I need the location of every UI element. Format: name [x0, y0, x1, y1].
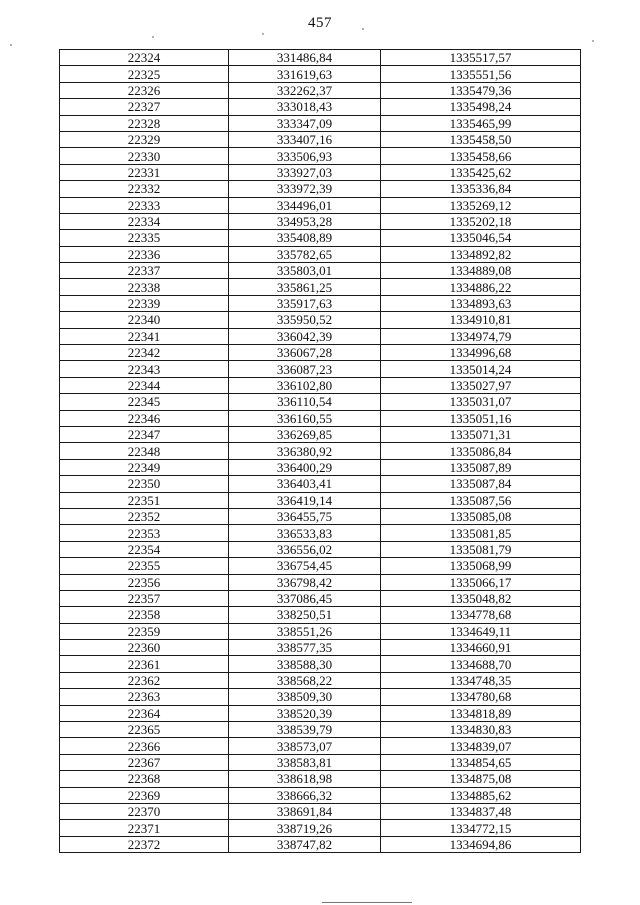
x-coordinate-cell: 336798,42	[229, 574, 381, 590]
x-coordinate-cell: 336087,23	[229, 361, 381, 377]
y-coordinate-cell: 1335517,57	[381, 50, 581, 66]
x-coordinate-cell: 338666,32	[229, 787, 381, 803]
page-number: 457	[308, 15, 332, 31]
x-coordinate-cell: 336754,45	[229, 558, 381, 574]
table-row	[60, 525, 581, 541]
table-row	[60, 279, 581, 295]
point-number-cell: 22341	[60, 328, 229, 344]
y-coordinate-cell: 1335051,16	[381, 410, 581, 426]
y-coordinate-cell: 1335027,97	[381, 377, 581, 393]
y-coordinate-cell: 1334875,08	[381, 771, 581, 787]
table-row	[60, 115, 581, 131]
table-row	[60, 410, 581, 426]
y-coordinate-cell: 1335458,66	[381, 148, 581, 164]
x-coordinate-cell: 336380,92	[229, 443, 381, 459]
point-number-cell: 22363	[60, 689, 229, 705]
coordinates-table-body	[60, 50, 581, 853]
y-coordinate-cell: 1334892,82	[381, 246, 581, 262]
x-coordinate-cell: 331619,63	[229, 66, 381, 82]
y-coordinate-cell: 1334996,68	[381, 345, 581, 361]
y-coordinate-cell: 1335081,85	[381, 525, 581, 541]
point-number-cell: 22353	[60, 525, 229, 541]
table-row	[60, 82, 581, 98]
point-number-cell: 22352	[60, 508, 229, 524]
table-row	[60, 787, 581, 803]
table-row	[60, 508, 581, 524]
table-row	[60, 312, 581, 328]
point-number-cell: 22335	[60, 230, 229, 246]
y-coordinate-cell: 1335336,84	[381, 181, 581, 197]
x-coordinate-cell: 338577,35	[229, 640, 381, 656]
y-coordinate-cell: 1334780,68	[381, 689, 581, 705]
table-row	[60, 66, 581, 82]
point-number-cell: 22356	[60, 574, 229, 590]
point-number-cell: 22359	[60, 623, 229, 639]
x-coordinate-cell: 333972,39	[229, 181, 381, 197]
x-coordinate-cell: 335408,89	[229, 230, 381, 246]
x-coordinate-cell: 336067,28	[229, 345, 381, 361]
point-number-cell: 22334	[60, 213, 229, 229]
y-coordinate-cell: 1334854,65	[381, 754, 581, 770]
table-row	[60, 459, 581, 475]
point-number-cell: 22345	[60, 394, 229, 410]
x-coordinate-cell: 338250,51	[229, 607, 381, 623]
y-coordinate-cell: 1334649,11	[381, 623, 581, 639]
x-coordinate-cell: 333347,09	[229, 115, 381, 131]
y-coordinate-cell: 1335202,18	[381, 213, 581, 229]
point-number-cell: 22328	[60, 115, 229, 131]
y-coordinate-cell: 1335086,84	[381, 443, 581, 459]
point-number-cell: 22343	[60, 361, 229, 377]
table-row	[60, 590, 581, 606]
y-coordinate-cell: 1335479,36	[381, 82, 581, 98]
table-row	[60, 197, 581, 213]
point-number-cell: 22344	[60, 377, 229, 393]
x-coordinate-cell: 335917,63	[229, 295, 381, 311]
x-coordinate-cell: 338539,79	[229, 722, 381, 738]
x-coordinate-cell: 336556,02	[229, 541, 381, 557]
point-number-cell: 22368	[60, 771, 229, 787]
point-number-cell: 22342	[60, 345, 229, 361]
coordinates-table	[59, 49, 581, 853]
y-coordinate-cell: 1335498,24	[381, 99, 581, 115]
bottom-scan-line	[322, 902, 412, 903]
point-number-cell: 22358	[60, 607, 229, 623]
point-number-cell: 22348	[60, 443, 229, 459]
y-coordinate-cell: 1335087,84	[381, 476, 581, 492]
table-row	[60, 50, 581, 66]
table-row	[60, 705, 581, 721]
point-number-cell: 22337	[60, 263, 229, 279]
scan-speck	[152, 36, 154, 38]
point-number-cell: 22362	[60, 672, 229, 688]
table-row	[60, 820, 581, 836]
y-coordinate-cell: 1334830,83	[381, 722, 581, 738]
y-coordinate-cell: 1335085,08	[381, 508, 581, 524]
y-coordinate-cell: 1334974,79	[381, 328, 581, 344]
x-coordinate-cell: 336269,85	[229, 426, 381, 442]
point-number-cell: 22346	[60, 410, 229, 426]
x-coordinate-cell: 336403,41	[229, 476, 381, 492]
table-row	[60, 443, 581, 459]
x-coordinate-cell: 334496,01	[229, 197, 381, 213]
point-number-cell: 22338	[60, 279, 229, 295]
x-coordinate-cell: 336110,54	[229, 394, 381, 410]
point-number-cell: 22325	[60, 66, 229, 82]
point-number-cell: 22331	[60, 164, 229, 180]
table-row	[60, 181, 581, 197]
y-coordinate-cell: 1335458,50	[381, 131, 581, 147]
x-coordinate-cell: 333018,43	[229, 99, 381, 115]
x-coordinate-cell: 335861,25	[229, 279, 381, 295]
point-number-cell: 22365	[60, 722, 229, 738]
point-number-cell: 22360	[60, 640, 229, 656]
point-number-cell: 22333	[60, 197, 229, 213]
x-coordinate-cell: 333407,16	[229, 131, 381, 147]
x-coordinate-cell: 338520,39	[229, 705, 381, 721]
x-coordinate-cell: 334953,28	[229, 213, 381, 229]
y-coordinate-cell: 1335068,99	[381, 558, 581, 574]
table-row	[60, 377, 581, 393]
x-coordinate-cell: 338568,22	[229, 672, 381, 688]
y-coordinate-cell: 1334772,15	[381, 820, 581, 836]
point-number-cell: 22340	[60, 312, 229, 328]
y-coordinate-cell: 1335071,31	[381, 426, 581, 442]
x-coordinate-cell: 338719,26	[229, 820, 381, 836]
point-number-cell: 22371	[60, 820, 229, 836]
point-number-cell: 22366	[60, 738, 229, 754]
table-row	[60, 722, 581, 738]
table-row	[60, 754, 581, 770]
y-coordinate-cell: 1334886,22	[381, 279, 581, 295]
table-row	[60, 213, 581, 229]
table-row	[60, 148, 581, 164]
x-coordinate-cell: 335782,65	[229, 246, 381, 262]
x-coordinate-cell: 336042,39	[229, 328, 381, 344]
x-coordinate-cell: 337086,45	[229, 590, 381, 606]
y-coordinate-cell: 1335046,54	[381, 230, 581, 246]
x-coordinate-cell: 335803,01	[229, 263, 381, 279]
scan-speck	[362, 28, 364, 30]
table-row	[60, 131, 581, 147]
y-coordinate-cell: 1335014,24	[381, 361, 581, 377]
table-row	[60, 558, 581, 574]
x-coordinate-cell: 338618,98	[229, 771, 381, 787]
x-coordinate-cell: 338691,84	[229, 803, 381, 819]
y-coordinate-cell: 1334694,86	[381, 836, 581, 852]
table-row	[60, 640, 581, 656]
point-number-cell: 22361	[60, 656, 229, 672]
x-coordinate-cell: 338583,81	[229, 754, 381, 770]
table-row	[60, 246, 581, 262]
point-number-cell: 22327	[60, 99, 229, 115]
x-coordinate-cell: 336400,29	[229, 459, 381, 475]
table-row	[60, 574, 581, 590]
scan-speck	[592, 40, 594, 42]
y-coordinate-cell: 1335087,56	[381, 492, 581, 508]
y-coordinate-cell: 1334778,68	[381, 607, 581, 623]
point-number-cell: 22351	[60, 492, 229, 508]
x-coordinate-cell: 336533,83	[229, 525, 381, 541]
x-coordinate-cell: 332262,37	[229, 82, 381, 98]
table-row	[60, 164, 581, 180]
scan-speck	[10, 44, 12, 46]
y-coordinate-cell: 1334837,48	[381, 803, 581, 819]
point-number-cell: 22349	[60, 459, 229, 475]
point-number-cell: 22350	[60, 476, 229, 492]
point-number-cell: 22339	[60, 295, 229, 311]
x-coordinate-cell: 338588,30	[229, 656, 381, 672]
x-coordinate-cell: 336419,14	[229, 492, 381, 508]
y-coordinate-cell: 1334818,89	[381, 705, 581, 721]
table-row	[60, 656, 581, 672]
table-row	[60, 476, 581, 492]
y-coordinate-cell: 1334885,62	[381, 787, 581, 803]
y-coordinate-cell: 1334660,91	[381, 640, 581, 656]
table-row	[60, 672, 581, 688]
table-row	[60, 689, 581, 705]
x-coordinate-cell: 338573,07	[229, 738, 381, 754]
x-coordinate-cell: 336160,55	[229, 410, 381, 426]
point-number-cell: 22370	[60, 803, 229, 819]
y-coordinate-cell: 1334839,07	[381, 738, 581, 754]
x-coordinate-cell: 338747,82	[229, 836, 381, 852]
point-number-cell: 22347	[60, 426, 229, 442]
point-number-cell: 22336	[60, 246, 229, 262]
table-row	[60, 771, 581, 787]
point-number-cell: 22330	[60, 148, 229, 164]
x-coordinate-cell: 336455,75	[229, 508, 381, 524]
y-coordinate-cell: 1334910,81	[381, 312, 581, 328]
y-coordinate-cell: 1335425,62	[381, 164, 581, 180]
point-number-cell: 22332	[60, 181, 229, 197]
y-coordinate-cell: 1335087,89	[381, 459, 581, 475]
y-coordinate-cell: 1334688,70	[381, 656, 581, 672]
point-number-cell: 22329	[60, 131, 229, 147]
y-coordinate-cell: 1334889,08	[381, 263, 581, 279]
point-number-cell: 22324	[60, 50, 229, 66]
scan-speck	[262, 33, 264, 35]
point-number-cell: 22367	[60, 754, 229, 770]
x-coordinate-cell: 333506,93	[229, 148, 381, 164]
point-number-cell: 22369	[60, 787, 229, 803]
table-row	[60, 394, 581, 410]
x-coordinate-cell: 336102,80	[229, 377, 381, 393]
y-coordinate-cell: 1335551,56	[381, 66, 581, 82]
table-row	[60, 492, 581, 508]
y-coordinate-cell: 1334748,35	[381, 672, 581, 688]
table-row	[60, 361, 581, 377]
x-coordinate-cell: 338509,30	[229, 689, 381, 705]
y-coordinate-cell: 1335081,79	[381, 541, 581, 557]
x-coordinate-cell: 335950,52	[229, 312, 381, 328]
point-number-cell: 22354	[60, 541, 229, 557]
table-row	[60, 345, 581, 361]
table-row	[60, 263, 581, 279]
table-row	[60, 230, 581, 246]
table-row	[60, 607, 581, 623]
y-coordinate-cell: 1335465,99	[381, 115, 581, 131]
point-number-cell: 22355	[60, 558, 229, 574]
table-row	[60, 836, 581, 852]
table-row	[60, 99, 581, 115]
y-coordinate-cell: 1335066,17	[381, 574, 581, 590]
point-number-cell: 22326	[60, 82, 229, 98]
point-number-cell: 22372	[60, 836, 229, 852]
table-row	[60, 328, 581, 344]
point-number-cell: 22364	[60, 705, 229, 721]
x-coordinate-cell: 333927,03	[229, 164, 381, 180]
table-row	[60, 803, 581, 819]
table-row	[60, 295, 581, 311]
y-coordinate-cell: 1335031,07	[381, 394, 581, 410]
table-row	[60, 541, 581, 557]
table-row	[60, 623, 581, 639]
y-coordinate-cell: 1335048,82	[381, 590, 581, 606]
table-row	[60, 426, 581, 442]
x-coordinate-cell: 331486,84	[229, 50, 381, 66]
table-row	[60, 738, 581, 754]
x-coordinate-cell: 338551,26	[229, 623, 381, 639]
point-number-cell: 22357	[60, 590, 229, 606]
y-coordinate-cell: 1335269,12	[381, 197, 581, 213]
y-coordinate-cell: 1334893,63	[381, 295, 581, 311]
